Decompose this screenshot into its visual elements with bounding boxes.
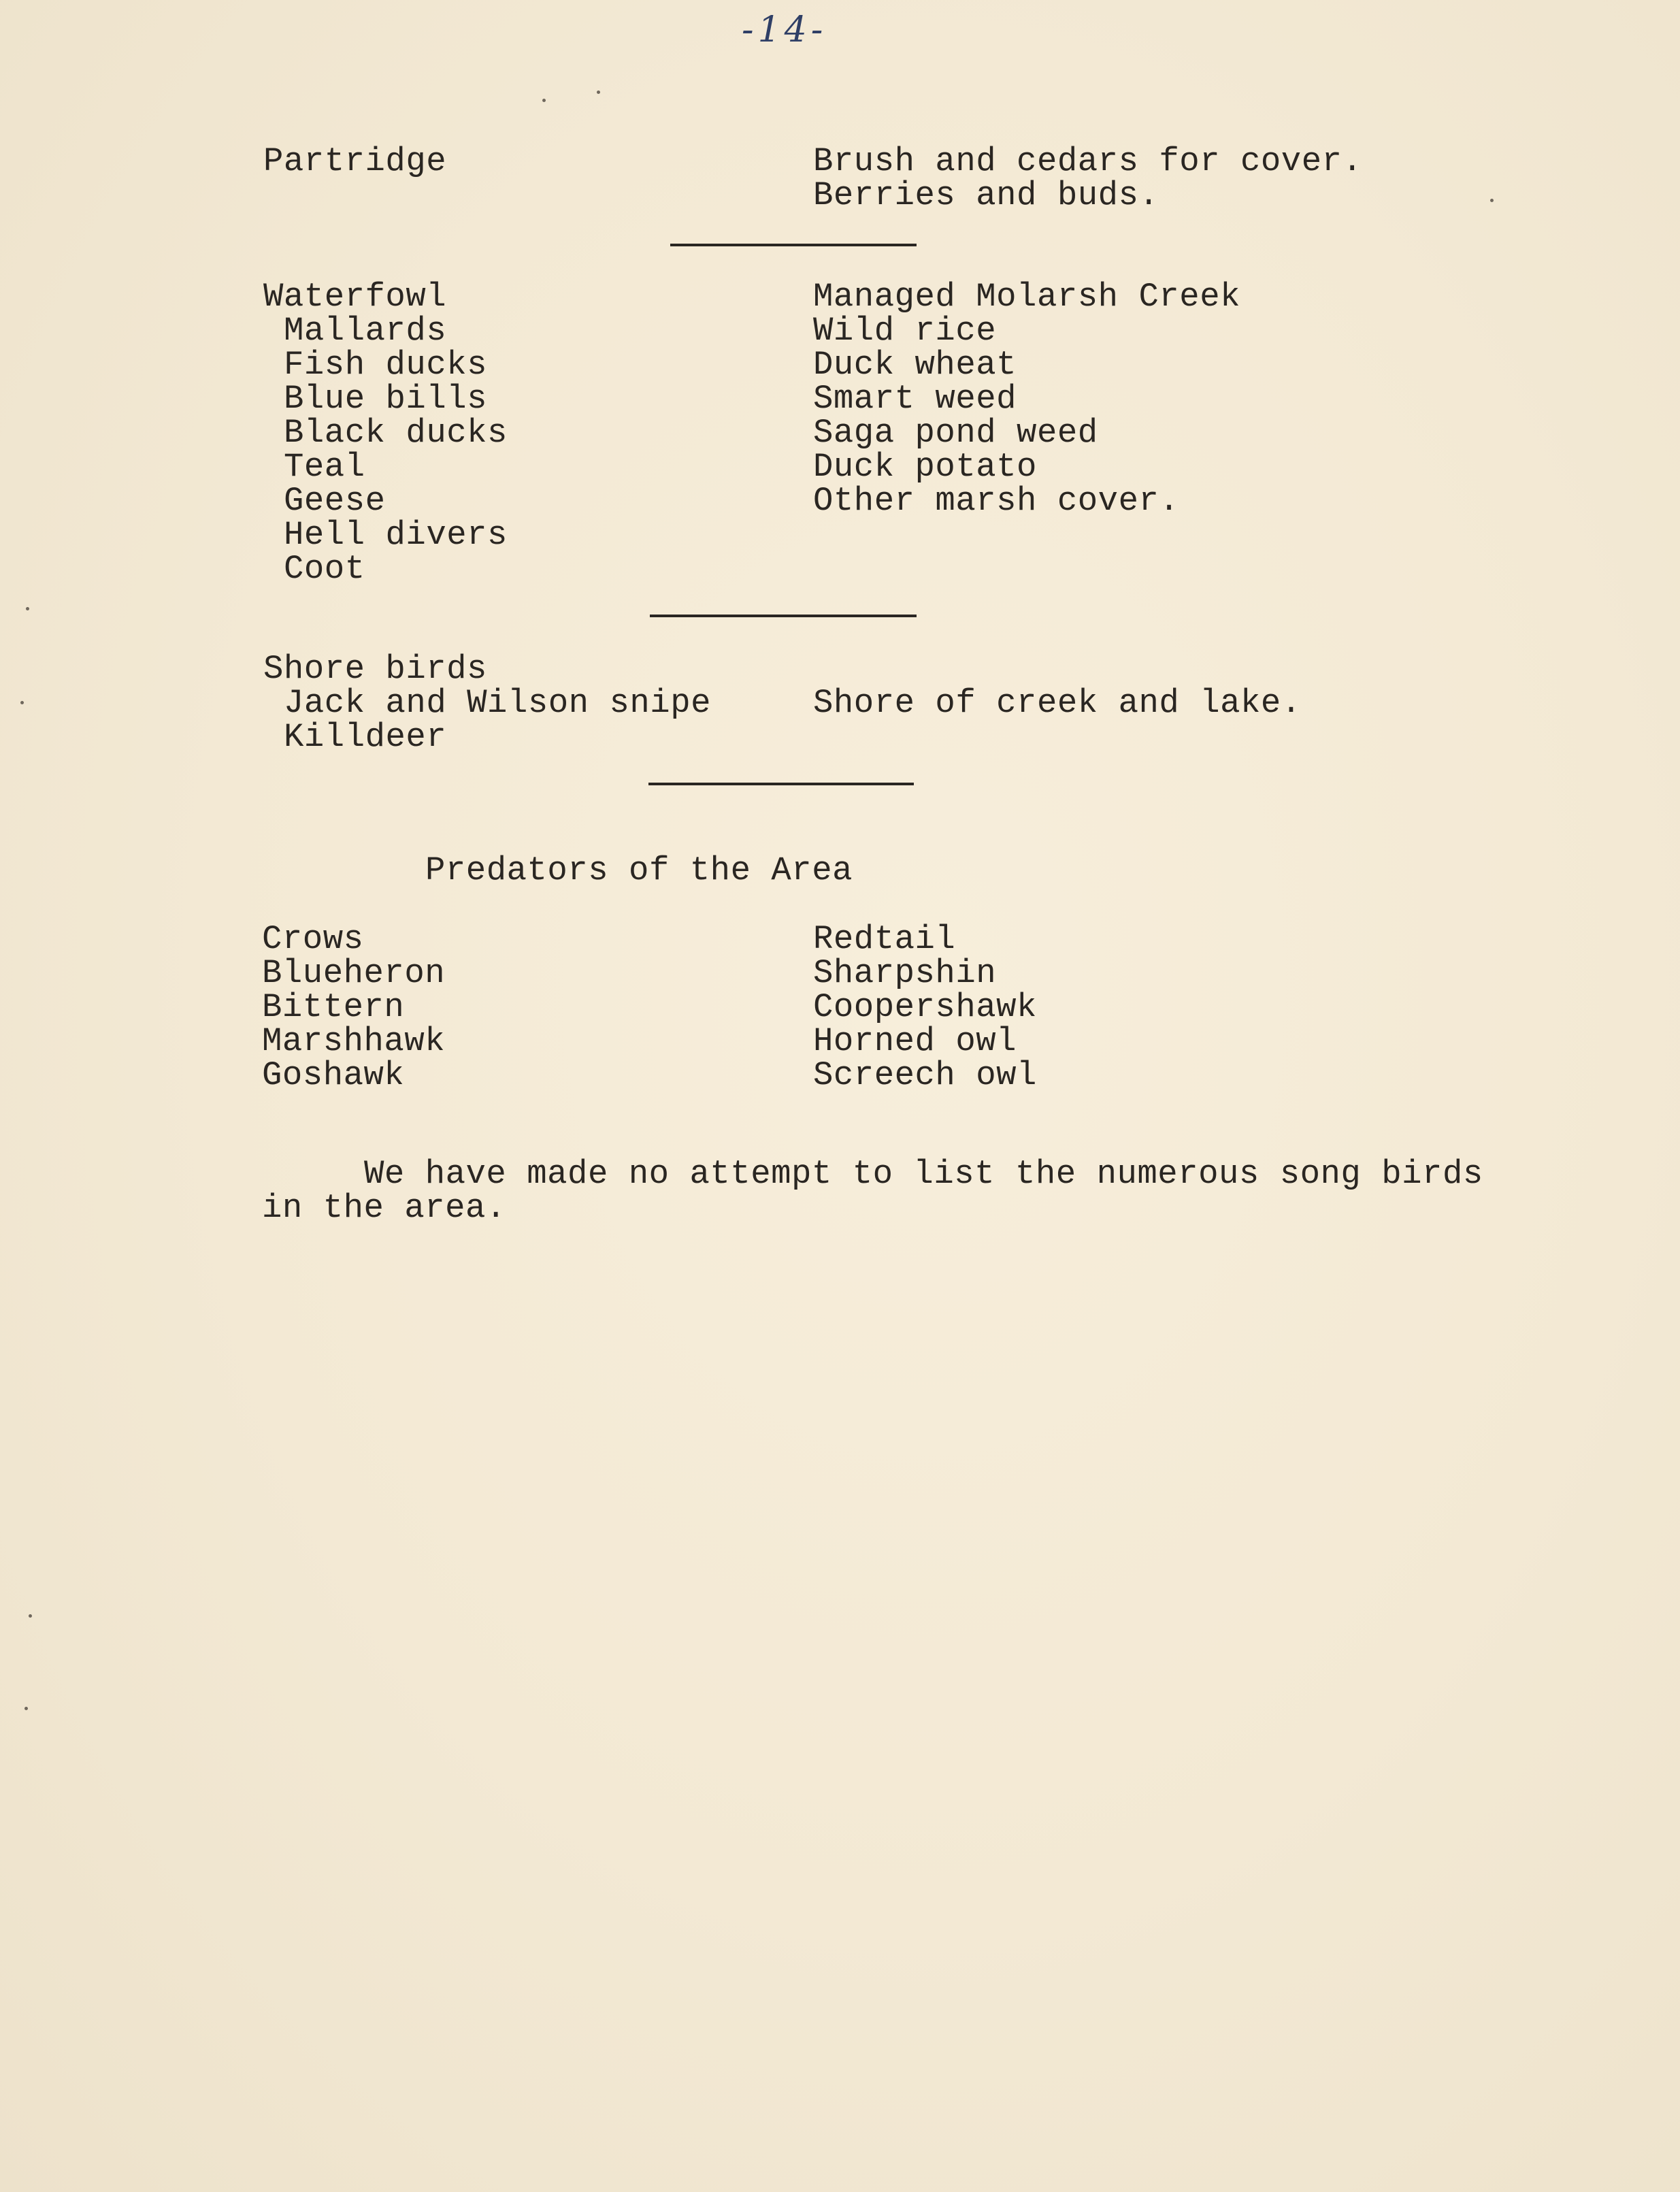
section-divider: [648, 783, 914, 785]
closing-paragraph-line-2: in the area.: [262, 1189, 506, 1227]
page-number: -14-: [742, 10, 827, 50]
section-divider: [670, 244, 917, 246]
waterfowl-habitat: Wild rice: [813, 312, 997, 350]
paper-speck: [597, 91, 600, 94]
waterfowl-habitat: Duck wheat: [813, 346, 1017, 384]
paper-speck: [26, 607, 29, 610]
predator-right: Horned owl: [813, 1022, 1017, 1060]
paper-speck: [1490, 199, 1494, 202]
waterfowl-species: Fish ducks: [284, 346, 488, 384]
waterfowl-species: Blue bills: [284, 380, 488, 418]
closing-paragraph-line-1: We have made no attempt to list the numerous song birds: [364, 1155, 1483, 1193]
waterfowl-habitat: Duck potato: [813, 448, 1037, 486]
waterfowl-heading: Waterfowl: [263, 278, 447, 316]
paper-speck: [20, 701, 24, 704]
waterfowl-species: Mallards: [284, 312, 447, 350]
partridge-habitat-1: Brush and cedars for cover.: [813, 142, 1363, 180]
waterfowl-species: Hell divers: [284, 516, 508, 554]
partridge-habitat-2: Berries and buds.: [813, 176, 1159, 214]
predator-left: Goshawk: [262, 1056, 405, 1094]
predator-left: Crows: [262, 920, 364, 958]
shore-birds-species: Jack and Wilson snipe: [284, 684, 712, 722]
partridge-label: Partridge: [263, 142, 447, 180]
waterfowl-species: Teal: [284, 448, 365, 486]
waterfowl-species: Coot: [284, 550, 365, 588]
waterfowl-habitat: Saga pond weed: [813, 414, 1098, 452]
predator-right: Coopershawk: [813, 988, 1037, 1026]
shore-birds-species: Killdeer: [284, 718, 447, 756]
paper-speck: [29, 1614, 32, 1618]
waterfowl-habitat: Other marsh cover.: [813, 482, 1180, 520]
paper-speck: [24, 1707, 28, 1710]
section-divider: [650, 615, 917, 617]
shore-birds-habitat: Shore of creek and lake.: [813, 684, 1302, 722]
shore-birds-heading: Shore birds: [263, 650, 487, 688]
waterfowl-species: Geese: [284, 482, 386, 520]
predators-heading: Predators of the Area: [425, 851, 853, 889]
waterfowl-habitat: Managed Molarsh Creek: [813, 278, 1241, 316]
predator-right: Redtail: [813, 920, 956, 958]
predator-right: Sharpshin: [813, 954, 997, 992]
waterfowl-habitat: Smart weed: [813, 380, 1017, 418]
predator-right: Screech owl: [813, 1056, 1037, 1094]
predator-left: Marshhawk: [262, 1022, 446, 1060]
waterfowl-species: Black ducks: [284, 414, 508, 452]
paper-speck: [542, 99, 546, 102]
predator-left: Bittern: [262, 988, 405, 1026]
predator-left: Blueheron: [262, 954, 446, 992]
